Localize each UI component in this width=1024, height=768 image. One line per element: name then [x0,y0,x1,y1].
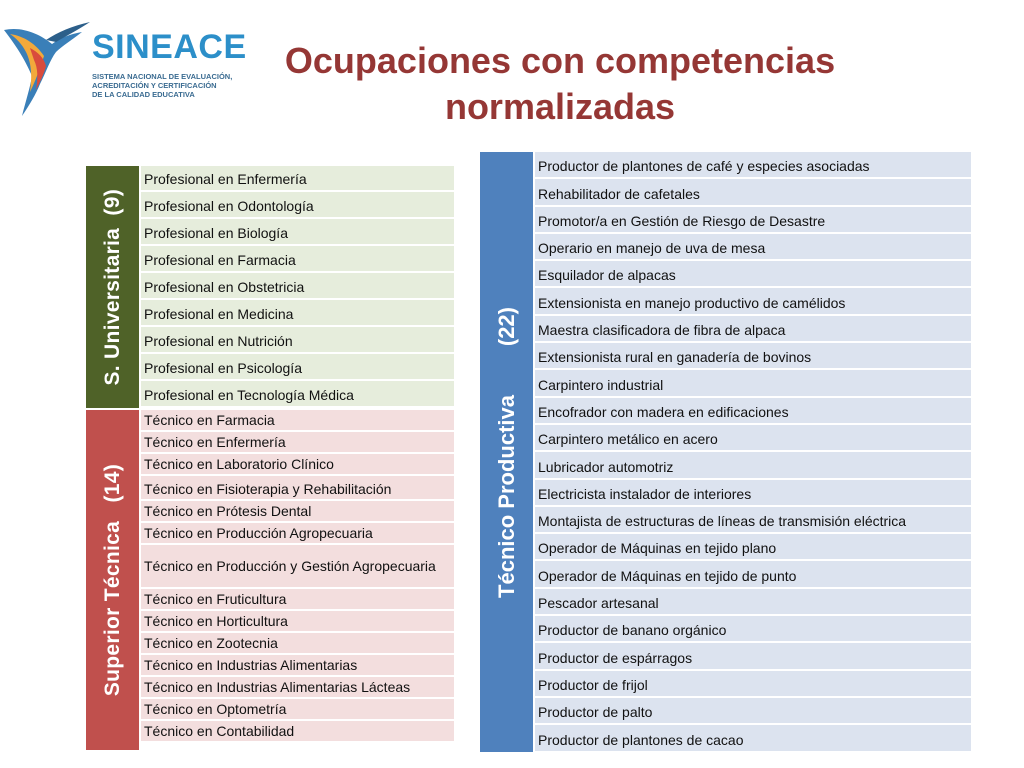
list-item: Técnico en Industrias Alimentarias Lácteas [141,677,454,699]
list-item: Productor de plantones de cacao [535,725,971,752]
logo-brand: SINEACE [92,28,247,66]
group-superior-universitaria [86,166,454,408]
list-item: Esquilador de alpacas [535,261,971,288]
list-item: Técnico en Industrias Alimentarias [141,655,454,677]
list-universitaria [141,166,454,408]
list-item: Extensionista rural en ganadería de bovinos [535,343,971,370]
list-item: Profesional en Medicina [141,300,454,327]
group-label-productiva: Técnico Productiva (22) [480,152,533,752]
list-item: Técnico en Horticultura [141,611,454,633]
list-item: Maestra clasificadora de fibra de alpaca [535,316,971,343]
sineace-logo [0,12,247,122]
list-item: Técnico en Laboratorio Clínico [141,454,454,476]
list-item: Rehabilitador de cafetales [535,179,971,206]
list-item: Operador de Máquinas en tejido de punto [535,561,971,588]
hummingbird-logo-icon [0,12,92,122]
group-label-tecnica: Superior Técnica (14) [86,410,139,750]
list-item: Técnico en Producción y Gestión Agropecuaria [141,545,454,589]
logo-subtitle: SISTEMA NACIONAL DE EVALUACIÓN, ACREDITACIÓN Y CERTIFICACIÓN DE LA CALIDAD EDUCATIVA [92,72,233,99]
list-item: Carpintero industrial [535,370,971,397]
list-item: Técnico en Zootecnia [141,633,454,655]
list-item: Técnico en Fisioterapia y Rehabilitación [141,476,454,501]
list-item: Técnico en Fruticultura [141,589,454,611]
list-item: Productor de plantones de café y especies asociadas [535,152,971,179]
list-item: Encofrador con madera en edificaciones [535,398,971,425]
list-item: Extensionista en manejo productivo de camélidos [535,288,971,315]
list-item: Carpintero metálico en acero [535,425,971,452]
list-item: Operador de Máquinas en tejido plano [535,534,971,561]
list-item: Productor de palto [535,698,971,725]
list-item: Profesional en Farmacia [141,246,454,273]
list-item: Productor de banano orgánico [535,616,971,643]
list-item: Promotor/a en Gestión de Riesgo de Desastre [535,207,971,234]
group-tecnico-productiva [480,152,971,752]
list-item: Electricista instalador de interiores [535,480,971,507]
group-superior-tecnica [86,410,454,750]
list-item: Montajista de estructuras de líneas de transmisión eléctrica [535,507,971,534]
list-item: Técnico en Contabilidad [141,721,454,743]
list-item: Profesional en Enfermería [141,166,454,192]
list-productiva [535,152,971,752]
list-item: Productor de frijol [535,671,971,698]
list-item: Profesional en Biología [141,219,454,246]
list-item: Profesional en Odontología [141,192,454,219]
list-item: Lubricador automotriz [535,452,971,479]
list-item: Técnico en Farmacia [141,410,454,432]
list-item: Profesional en Nutrición [141,327,454,354]
group-label-universitaria: S. Universitaria (9) [86,166,139,408]
list-item: Profesional en Obstetricia [141,273,454,300]
list-tecnica [141,410,454,750]
list-item: Productor de espárragos [535,643,971,670]
list-item: Pescador artesanal [535,589,971,616]
list-item: Profesional en Psicología [141,354,454,381]
list-item: Técnico en Prótesis Dental [141,501,454,523]
list-item: Operario en manejo de uva de mesa [535,234,971,261]
page-title: Ocupaciones con competencias normalizadas [284,40,836,127]
list-item: Técnico en Producción Agropecuaria [141,523,454,545]
list-item: Profesional en Tecnología Médica [141,381,454,408]
list-item: Técnico en Enfermería [141,432,454,454]
list-item: Técnico en Optometría [141,699,454,721]
